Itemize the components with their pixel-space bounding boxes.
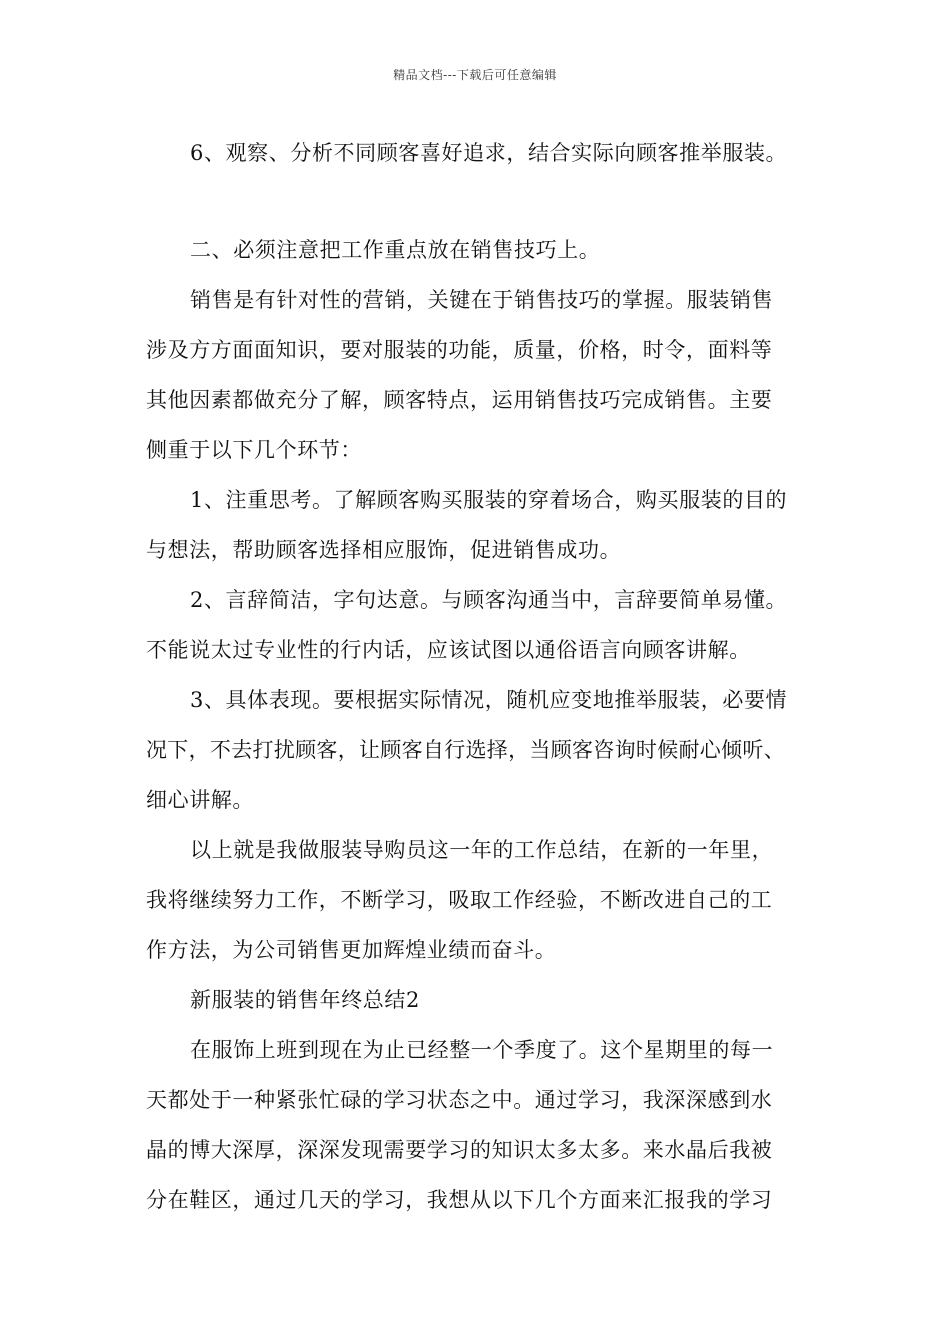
text-line: 6、观察、分析不同顾客喜好追求，结合实际向顾客推举服装。 xyxy=(190,141,788,165)
text-line: 以上就是我做服装导购员这一年的工作总结，在新的一年里， xyxy=(190,838,774,862)
section-heading: 二、必须注意把工作重点放在销售技巧上。 xyxy=(190,238,601,262)
text-line: 晶的博大深厚，深深发现需要学习的知识太多太多。来水晶后我被 xyxy=(146,1138,773,1162)
text-line: 我将继续努力工作，不断学习，吸取工作经验，不断改进自己的工 xyxy=(146,888,773,912)
text-line: 涉及方方面面知识，要对服装的功能，质量，价格，时令，面料等 xyxy=(146,338,773,362)
text-line: 与想法，帮助顾客选择相应服饰，促进销售成功。 xyxy=(146,538,622,562)
text-line: 3、具体表现。要根据实际情况，随机应变地推举服装，必要情 xyxy=(190,688,788,712)
text-line: 2、言辞简洁，字句达意。与顾客沟通当中，言辞要简单易懂。 xyxy=(190,588,788,612)
text-line: 1、注重思考。了解顾客购买服装的穿着场合，购买服装的目的 xyxy=(190,488,788,512)
text-line: 侧重于以下几个环节： xyxy=(146,438,362,462)
text-line: 况下，不去打扰顾客，让顾客自行选择，当顾客咨询时候耐心倾听、 xyxy=(146,738,785,762)
text-line: 作方法，为公司销售更加辉煌业绩而奋斗。 xyxy=(146,938,557,962)
text-line: 其他因素都做充分了解，顾客特点，运用销售技巧完成销售。主要 xyxy=(146,388,773,412)
page-header: 精品文档---下载后可任意编辑 xyxy=(393,68,557,82)
text-line: 天都处于一种紧张忙碌的学习状态之中。通过学习，我深深感到水 xyxy=(146,1088,773,1112)
section-title: 新服装的销售年终总结2 xyxy=(190,988,420,1012)
text-line: 不能说太过专业性的行内话，应该试图以通俗语言向顾客讲解。 xyxy=(146,638,751,662)
text-line: 细心讲解。 xyxy=(146,788,254,812)
text-line: 销售是有针对性的营销，关键在于销售技巧的掌握。服装销售 xyxy=(190,288,774,312)
text-line: 分在鞋区，通过几天的学习，我想从以下几个方面来汇报我的学习 xyxy=(146,1188,773,1212)
text-line: 在服饰上班到现在为止已经整一个季度了。这个星期里的每一 xyxy=(190,1038,774,1062)
